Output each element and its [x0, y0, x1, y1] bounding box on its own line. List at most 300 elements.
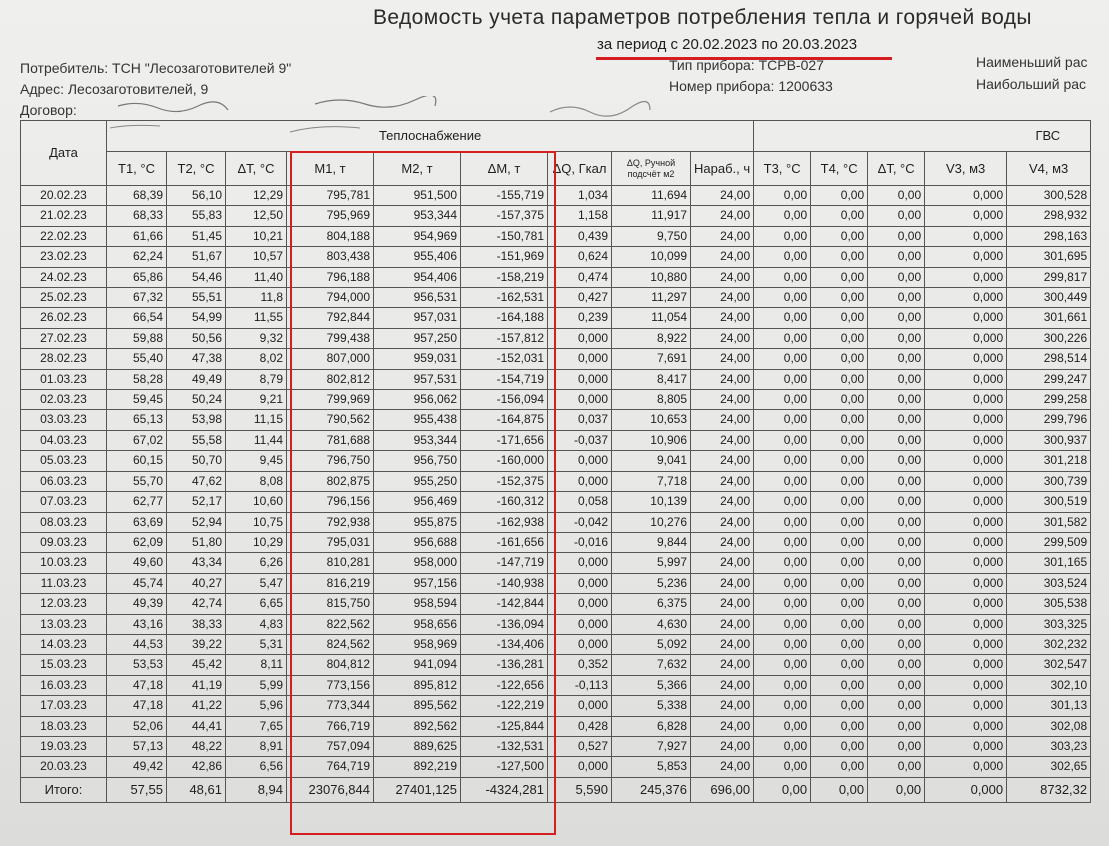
col-date: Дата	[21, 121, 107, 186]
table-cell: 24,00	[691, 716, 754, 736]
table-cell: 0,00	[811, 716, 868, 736]
table-cell: 0,000	[925, 634, 1007, 654]
table-cell: 4,630	[612, 614, 691, 634]
table-cell: 24,00	[691, 675, 754, 695]
table-cell: 957,250	[374, 328, 461, 348]
table-cell: 802,812	[287, 369, 374, 389]
table-cell: 0,000	[548, 757, 612, 777]
table-row	[21, 655, 1091, 675]
row-date: 27.02.23	[21, 328, 107, 348]
table-row	[21, 573, 1091, 593]
table-cell: 0,00	[811, 736, 868, 756]
table-cell: 1,158	[548, 206, 612, 226]
table-cell: 300,226	[1007, 328, 1091, 348]
table-cell: 0,00	[811, 573, 868, 593]
table-row	[21, 451, 1091, 471]
table-cell: 0,00	[754, 532, 811, 552]
table-cell: 24,00	[691, 349, 754, 369]
table-cell: 66,54	[107, 308, 167, 328]
table-cell: 0,000	[925, 471, 1007, 491]
table-cell: -161,656	[461, 532, 548, 552]
row-date: 15.03.23	[21, 655, 107, 675]
table-cell: 0,000	[925, 716, 1007, 736]
row-date: 08.03.23	[21, 512, 107, 532]
table-cell: 816,219	[287, 573, 374, 593]
table-row	[21, 410, 1091, 430]
table-cell: 55,70	[107, 471, 167, 491]
table-cell: 43,34	[167, 553, 226, 573]
table-cell: 8,02	[226, 349, 287, 369]
table-cell: 24,00	[691, 430, 754, 450]
table-cell: 301,13	[1007, 696, 1091, 716]
table-cell: 0,00	[811, 186, 868, 206]
table-cell: 24,00	[691, 267, 754, 287]
table-cell: -136,281	[461, 655, 548, 675]
table-cell: 956,062	[374, 390, 461, 410]
table-cell: 0,00	[811, 430, 868, 450]
table-cell: 955,250	[374, 471, 461, 491]
table-cell: 0,00	[868, 410, 925, 430]
table-cell: 0,00	[811, 553, 868, 573]
table-cell: 0,474	[548, 267, 612, 287]
group-heat-supply: Теплоснабжение	[107, 121, 754, 152]
row-date: 25.02.23	[21, 288, 107, 308]
col-dt-gvs: ΔT, °C	[868, 152, 925, 186]
table-cell: 24,00	[691, 492, 754, 512]
table-cell: -127,500	[461, 757, 548, 777]
table-cell: 302,10	[1007, 675, 1091, 695]
table-cell: 803,438	[287, 247, 374, 267]
table-cell: 24,00	[691, 757, 754, 777]
table-cell: 0,00	[868, 553, 925, 573]
row-date: 26.02.23	[21, 308, 107, 328]
table-cell: -162,531	[461, 288, 548, 308]
col-dq: ΔQ, Гкал	[548, 152, 612, 186]
table-cell: 45,42	[167, 655, 226, 675]
table-cell: 0,000	[925, 430, 1007, 450]
table-cell: 0,00	[868, 430, 925, 450]
table-cell: 0,00	[868, 247, 925, 267]
table-cell: 9,45	[226, 451, 287, 471]
table-row	[21, 553, 1091, 573]
table-cell: 44,41	[167, 716, 226, 736]
table-cell: -122,219	[461, 696, 548, 716]
table-cell: 0,00	[811, 247, 868, 267]
table-cell: 55,40	[107, 349, 167, 369]
table-cell: 0,00	[754, 716, 811, 736]
table-cell: 0,000	[925, 553, 1007, 573]
table-cell: 957,156	[374, 573, 461, 593]
table-cell: 299,796	[1007, 410, 1091, 430]
table-cell: 24,00	[691, 308, 754, 328]
table-cell: 0,000	[548, 614, 612, 634]
table-cell: 0,000	[925, 675, 1007, 695]
table-cell: 0,00	[754, 675, 811, 695]
table-cell: 802,875	[287, 471, 374, 491]
row-date: 16.03.23	[21, 675, 107, 695]
table-cell: 51,80	[167, 532, 226, 552]
row-date: 28.02.23	[21, 349, 107, 369]
table-cell: 48,22	[167, 736, 226, 756]
table-cell: 0,00	[754, 451, 811, 471]
table-cell: -158,219	[461, 267, 548, 287]
table-cell: 0,00	[868, 512, 925, 532]
table-cell: 956,688	[374, 532, 461, 552]
table-cell: 52,06	[107, 716, 167, 736]
table-cell: 0,00	[811, 328, 868, 348]
table-cell: 0,00	[868, 308, 925, 328]
row-date: 06.03.23	[21, 471, 107, 491]
table-cell: 0,000	[548, 553, 612, 573]
table-cell: 11,40	[226, 267, 287, 287]
table-cell: 799,969	[287, 390, 374, 410]
table-cell: -140,938	[461, 573, 548, 593]
table-cell: 55,51	[167, 288, 226, 308]
table-cell: 0,00	[811, 390, 868, 410]
table-cell: 47,62	[167, 471, 226, 491]
table-cell: 958,656	[374, 614, 461, 634]
table-cell: 951,500	[374, 186, 461, 206]
table-cell: 24,00	[691, 369, 754, 389]
table-row	[21, 675, 1091, 695]
table-cell: 10,75	[226, 512, 287, 532]
table-cell: 799,438	[287, 328, 374, 348]
table-cell: -136,094	[461, 614, 548, 634]
table-cell: 9,844	[612, 532, 691, 552]
table-cell: -0,042	[548, 512, 612, 532]
table-cell: 815,750	[287, 594, 374, 614]
table-cell: 24,00	[691, 471, 754, 491]
table-cell: 8,11	[226, 655, 287, 675]
row-date: 09.03.23	[21, 532, 107, 552]
table-cell: 300,449	[1007, 288, 1091, 308]
table-cell: 24,00	[691, 206, 754, 226]
table-cell: 0,000	[925, 288, 1007, 308]
table-cell: 895,812	[374, 675, 461, 695]
table-cell: 0,00	[754, 430, 811, 450]
table-cell: 0,00	[811, 226, 868, 246]
table-cell: 6,828	[612, 716, 691, 736]
table-cell: 7,718	[612, 471, 691, 491]
table-cell: 24,00	[691, 226, 754, 246]
total-cell: 8732,32	[1007, 777, 1091, 802]
table-cell: 24,00	[691, 655, 754, 675]
table-cell: 298,932	[1007, 206, 1091, 226]
contract-line: Договор:	[20, 102, 77, 118]
table-cell: 0,000	[925, 614, 1007, 634]
table-cell: 10,906	[612, 430, 691, 450]
table-cell: 9,32	[226, 328, 287, 348]
col-hours: Нараб., ч	[691, 152, 754, 186]
table-cell: 958,594	[374, 594, 461, 614]
table-cell: 0,000	[548, 451, 612, 471]
table-cell: 24,00	[691, 614, 754, 634]
col-m2: M2, т	[374, 152, 461, 186]
table-cell: 0,00	[868, 226, 925, 246]
table-cell: 65,13	[107, 410, 167, 430]
device-type: Тип прибора: ТСРВ-027	[669, 57, 824, 73]
table-cell: 0,00	[754, 288, 811, 308]
table-cell: 0,00	[868, 675, 925, 695]
table-cell: 68,39	[107, 186, 167, 206]
table-cell: 52,94	[167, 512, 226, 532]
table-cell: 790,562	[287, 410, 374, 430]
table-cell: 0,00	[811, 369, 868, 389]
table-cell: 1,034	[548, 186, 612, 206]
table-cell: -164,188	[461, 308, 548, 328]
group-gvs: ГВС	[754, 121, 1091, 152]
table-cell: 43,16	[107, 614, 167, 634]
table-cell: 5,853	[612, 757, 691, 777]
table-cell: 0,00	[811, 471, 868, 491]
table-cell: -125,844	[461, 716, 548, 736]
table-cell: 764,719	[287, 757, 374, 777]
table-cell: 795,031	[287, 532, 374, 552]
table-cell: 6,56	[226, 757, 287, 777]
table-cell: 0,000	[925, 267, 1007, 287]
table-row	[21, 471, 1091, 491]
col-t4: T4, °C	[811, 152, 868, 186]
total-cell: 245,376	[612, 777, 691, 802]
table-cell: 0,000	[548, 349, 612, 369]
table-cell: 0,000	[548, 369, 612, 389]
table-cell: 5,338	[612, 696, 691, 716]
table-cell: 0,00	[754, 247, 811, 267]
table-cell: 0,00	[754, 553, 811, 573]
row-date: 04.03.23	[21, 430, 107, 450]
table-row	[21, 736, 1091, 756]
table-cell: 5,997	[612, 553, 691, 573]
table-cell: 24,00	[691, 573, 754, 593]
table-cell: 956,469	[374, 492, 461, 512]
address-line: Адрес: Лесозаготовителей, 9	[20, 81, 209, 97]
table-cell: 0,00	[754, 736, 811, 756]
row-date: 03.03.23	[21, 410, 107, 430]
table-cell: 42,86	[167, 757, 226, 777]
table-cell: 303,524	[1007, 573, 1091, 593]
table-cell: -122,656	[461, 675, 548, 695]
total-cell: -4324,281	[461, 777, 548, 802]
table-cell: -151,969	[461, 247, 548, 267]
table-cell: 61,66	[107, 226, 167, 246]
col-v3: V3, м3	[925, 152, 1007, 186]
table-cell: 300,519	[1007, 492, 1091, 512]
table-cell: 0,00	[754, 410, 811, 430]
table-cell: 5,47	[226, 573, 287, 593]
table-cell: 804,812	[287, 655, 374, 675]
consumer-line: Потребитель: ТСН "Лесозаготовителей 9"	[20, 60, 292, 76]
table-cell: 41,19	[167, 675, 226, 695]
report-period: за период с 20.02.2023 по 20.03.2023	[597, 36, 858, 53]
table-cell: 0,00	[811, 675, 868, 695]
total-cell: 696,00	[691, 777, 754, 802]
table-cell: 792,844	[287, 308, 374, 328]
table-cell: 49,49	[167, 369, 226, 389]
table-cell: 0,000	[925, 390, 1007, 410]
table-cell: 8,08	[226, 471, 287, 491]
table-cell: 51,67	[167, 247, 226, 267]
table-cell: 5,092	[612, 634, 691, 654]
table-cell: 0,00	[868, 573, 925, 593]
table-cell: 810,281	[287, 553, 374, 573]
table-cell: 50,24	[167, 390, 226, 410]
table-cell: 49,39	[107, 594, 167, 614]
table-cell: 0,00	[754, 471, 811, 491]
table-cell: 305,538	[1007, 594, 1091, 614]
table-cell: 895,562	[374, 696, 461, 716]
table-cell: 0,000	[925, 369, 1007, 389]
table-cell: 0,00	[811, 349, 868, 369]
table-cell: 0,000	[925, 736, 1007, 756]
table-cell: 302,08	[1007, 716, 1091, 736]
table-cell: 0,00	[754, 573, 811, 593]
row-date: 20.03.23	[21, 757, 107, 777]
table-cell: 959,031	[374, 349, 461, 369]
table-cell: 301,695	[1007, 247, 1091, 267]
table-cell: 0,00	[868, 614, 925, 634]
table-cell: 59,45	[107, 390, 167, 410]
table-cell: 0,037	[548, 410, 612, 430]
table-cell: 954,406	[374, 267, 461, 287]
table-cell: 0,00	[868, 594, 925, 614]
table-cell: 0,00	[868, 757, 925, 777]
total-cell: 23076,844	[287, 777, 374, 802]
table-cell: 10,139	[612, 492, 691, 512]
table-cell: 11,297	[612, 288, 691, 308]
table-cell: 24,00	[691, 451, 754, 471]
col-dt: ΔT, °C	[226, 152, 287, 186]
total-cell: 0,000	[925, 777, 1007, 802]
table-cell: 24,00	[691, 512, 754, 532]
row-date: 20.02.23	[21, 186, 107, 206]
total-cell: 0,00	[754, 777, 811, 802]
table-cell: 24,00	[691, 288, 754, 308]
table-cell: 0,00	[811, 288, 868, 308]
table-cell: 8,79	[226, 369, 287, 389]
total-cell: 57,55	[107, 777, 167, 802]
table-cell: -156,094	[461, 390, 548, 410]
table-cell: 956,531	[374, 288, 461, 308]
table-cell: 11,694	[612, 186, 691, 206]
table-cell: 0,00	[754, 757, 811, 777]
table-cell: 0,00	[754, 226, 811, 246]
row-date: 12.03.23	[21, 594, 107, 614]
table-cell: 56,10	[167, 186, 226, 206]
table-cell: -154,719	[461, 369, 548, 389]
table-cell: 53,53	[107, 655, 167, 675]
table-cell: 0,00	[754, 328, 811, 348]
table-cell: 0,00	[868, 716, 925, 736]
table-cell: 62,24	[107, 247, 167, 267]
table-cell: 0,00	[811, 614, 868, 634]
table-cell: 24,00	[691, 532, 754, 552]
table-cell: -142,844	[461, 594, 548, 614]
table-cell: 10,29	[226, 532, 287, 552]
total-cell: 48,61	[167, 777, 226, 802]
table-cell: 11,55	[226, 308, 287, 328]
table-cell: 0,00	[868, 532, 925, 552]
table-cell: 0,00	[811, 308, 868, 328]
table-cell: 0,00	[754, 349, 811, 369]
table-cell: 0,00	[754, 390, 811, 410]
table-cell: 955,875	[374, 512, 461, 532]
table-cell: 50,70	[167, 451, 226, 471]
table-row	[21, 532, 1091, 552]
table-cell: 11,44	[226, 430, 287, 450]
table-cell: -134,406	[461, 634, 548, 654]
table-cell: 0,00	[868, 492, 925, 512]
total-row	[21, 777, 1091, 802]
table-cell: 807,000	[287, 349, 374, 369]
table-cell: 60,15	[107, 451, 167, 471]
table-cell: 24,00	[691, 390, 754, 410]
table-row	[21, 267, 1091, 287]
table-cell: 300,739	[1007, 471, 1091, 491]
table-cell: -152,031	[461, 349, 548, 369]
table-row	[21, 512, 1091, 532]
table-cell: 11,8	[226, 288, 287, 308]
table-cell: 0,000	[925, 696, 1007, 716]
table-cell: 0,00	[868, 206, 925, 226]
table-cell: 6,65	[226, 594, 287, 614]
table-cell: 298,514	[1007, 349, 1091, 369]
table-cell: 0,00	[868, 471, 925, 491]
table-cell: 941,094	[374, 655, 461, 675]
table-cell: 0,000	[925, 226, 1007, 246]
table-cell: 67,02	[107, 430, 167, 450]
table-row	[21, 328, 1091, 348]
table-cell: 0,00	[754, 614, 811, 634]
table-cell: 7,65	[226, 716, 287, 736]
table-cell: 773,156	[287, 675, 374, 695]
table-cell: 957,031	[374, 308, 461, 328]
table-cell: 298,163	[1007, 226, 1091, 246]
table-cell: 0,000	[925, 410, 1007, 430]
table-cell: 955,406	[374, 247, 461, 267]
table-cell: 68,33	[107, 206, 167, 226]
row-date: 21.02.23	[21, 206, 107, 226]
table-cell: 0,000	[548, 696, 612, 716]
table-cell: 302,547	[1007, 655, 1091, 675]
table-cell: 47,18	[107, 696, 167, 716]
table-cell: 795,969	[287, 206, 374, 226]
table-cell: 24,00	[691, 186, 754, 206]
table-cell: 804,188	[287, 226, 374, 246]
table-cell: 0,00	[811, 655, 868, 675]
table-cell: 47,18	[107, 675, 167, 695]
table-cell: 0,00	[754, 512, 811, 532]
table-cell: 781,688	[287, 430, 374, 450]
table-cell: 796,188	[287, 267, 374, 287]
table-cell: 39,22	[167, 634, 226, 654]
table-cell: 7,927	[612, 736, 691, 756]
header-row-groups	[21, 121, 1091, 152]
row-date: 01.03.23	[21, 369, 107, 389]
table-cell: -155,719	[461, 186, 548, 206]
table-cell: 299,509	[1007, 532, 1091, 552]
table-cell: 0,00	[754, 369, 811, 389]
table-row	[21, 349, 1091, 369]
total-cell: 0,00	[811, 777, 868, 802]
table-cell: 50,56	[167, 328, 226, 348]
table-cell: 24,00	[691, 634, 754, 654]
table-cell: 300,937	[1007, 430, 1091, 450]
table-cell: 10,099	[612, 247, 691, 267]
table-cell: 57,13	[107, 736, 167, 756]
table-cell: 8,417	[612, 369, 691, 389]
col-m1: M1, т	[287, 152, 374, 186]
table-cell: -157,375	[461, 206, 548, 226]
